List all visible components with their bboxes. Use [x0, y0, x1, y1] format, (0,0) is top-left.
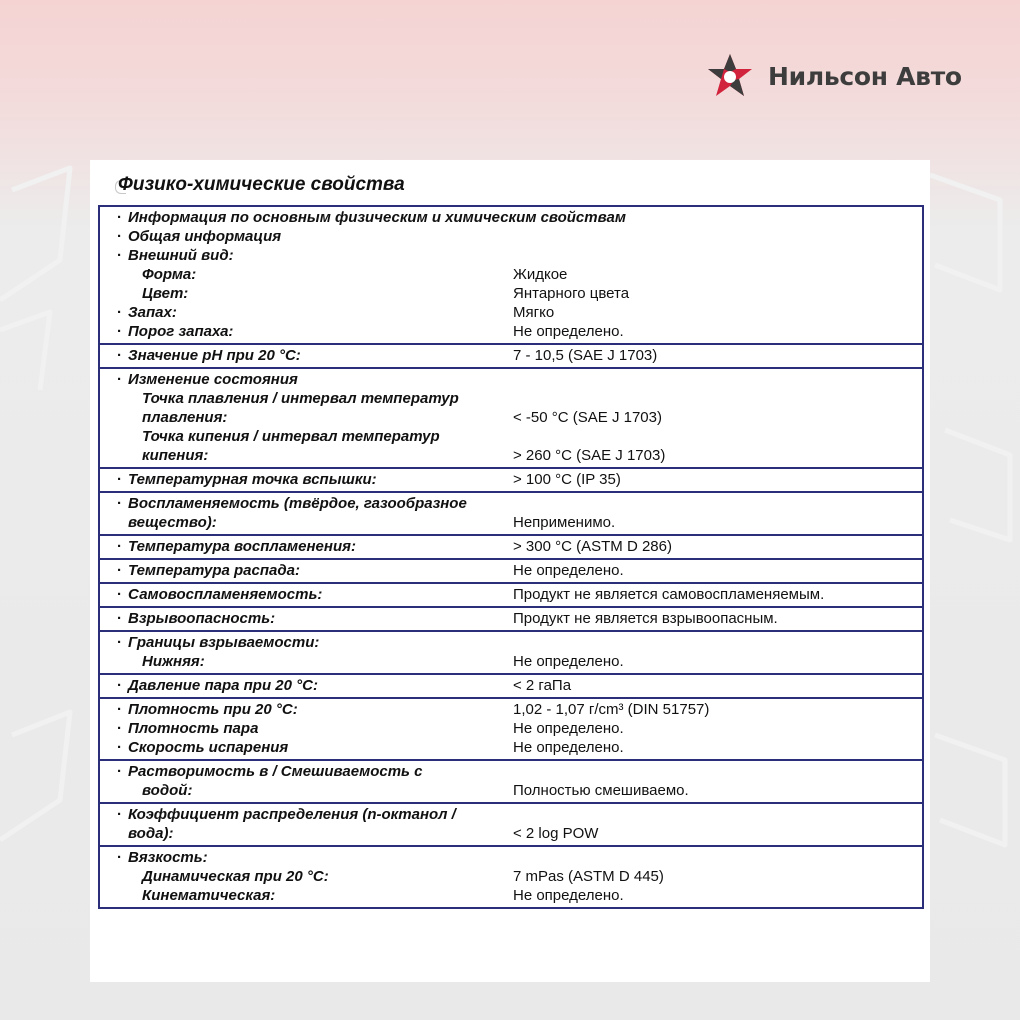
- table-row: [100, 609, 922, 628]
- table-row: [100, 322, 922, 341]
- property-label: · Информация по основным физическим и химическим свойствам: [100, 208, 513, 227]
- property-label: Точка кипения / интервал температур: [142, 428, 440, 445]
- property-label: · Плотность при 20 °C:: [100, 700, 513, 719]
- property-value: 7 mPas (ASTM D 445): [513, 868, 664, 885]
- property-label: · Изменение состояния: [100, 370, 513, 389]
- table-row: [100, 370, 922, 389]
- property-label: Динамическая при 20 °C:: [142, 868, 329, 885]
- property-label: Кинематическая:: [142, 887, 276, 904]
- property-label: вода):: [128, 825, 174, 842]
- table-row: [100, 738, 922, 757]
- table-section: [100, 606, 922, 630]
- table-row: [100, 652, 922, 671]
- property-value: < 2 гаПа: [513, 677, 572, 694]
- property-label: плавления:: [142, 409, 228, 426]
- table-row: [100, 265, 922, 284]
- table-row: [100, 513, 922, 532]
- property-value: Жидкое: [513, 266, 568, 283]
- property-label: · Границы взрываемости:: [100, 633, 513, 652]
- property-label: · Вязкость:: [100, 848, 513, 867]
- table-row: [100, 561, 922, 580]
- property-label: · Температура воспламенения:: [100, 537, 513, 556]
- table-section: [100, 673, 922, 697]
- property-value: Полностью смешиваемо.: [513, 782, 689, 799]
- table-row: [100, 246, 922, 265]
- property-value: Неприменимо.: [513, 514, 616, 531]
- table-section: [100, 582, 922, 606]
- property-label: · Плотность пара: [100, 719, 513, 738]
- property-value: [513, 370, 922, 389]
- table-section: [100, 845, 922, 907]
- property-value: [513, 227, 922, 246]
- property-label: Нижняя:: [142, 653, 205, 670]
- table-section: [100, 630, 922, 673]
- table-row: [100, 389, 922, 408]
- properties-table: [98, 205, 924, 909]
- brand-name: Нильсон Авто: [768, 61, 962, 91]
- property-value: [513, 427, 922, 446]
- property-label: · Запах:: [100, 303, 513, 322]
- table-section: [100, 467, 922, 491]
- property-label: Форма:: [142, 266, 197, 283]
- property-value: Продукт не является взрывоопасным.: [513, 610, 778, 627]
- table-row: [100, 470, 922, 489]
- property-value: > 260 °C (SAE J 1703): [513, 447, 666, 464]
- property-value: 7 - 10,5 (SAE J 1703): [513, 347, 658, 364]
- table-row: [100, 446, 922, 465]
- table-row: [100, 781, 922, 800]
- table-section: [100, 802, 922, 845]
- table-row: [100, 494, 922, 513]
- property-label: Цвет:: [142, 285, 189, 302]
- table-row: [100, 762, 922, 781]
- property-value: [513, 848, 922, 867]
- table-row: [100, 208, 922, 227]
- property-value: [513, 762, 922, 781]
- property-value: Не определено.: [513, 887, 624, 904]
- property-value: 1,02 - 1,07 г/cm³ (DIN 51757): [513, 701, 710, 718]
- property-value: > 100 °C (IP 35): [513, 471, 621, 488]
- property-value: Янтарного цвета: [513, 285, 630, 302]
- property-value: [513, 805, 922, 824]
- property-label: · Растворимость в / Смешиваемость с: [100, 762, 513, 781]
- table-row: [100, 633, 922, 652]
- property-label: · Температурная точка вспышки:: [100, 470, 513, 489]
- property-value: [513, 389, 922, 408]
- table-row: [100, 805, 922, 824]
- property-value: Не определено.: [513, 739, 624, 756]
- table-row: [100, 848, 922, 867]
- brand-star-logo-icon: [704, 50, 756, 102]
- table-row: [100, 676, 922, 695]
- table-row: [100, 427, 922, 446]
- table-row: [100, 408, 922, 427]
- property-value: Не определено.: [513, 562, 624, 579]
- property-label: кипения:: [142, 447, 209, 464]
- property-label: · Коэффициент распределения (n-октанол /: [100, 805, 513, 824]
- table-section: [100, 558, 922, 582]
- section-title: Физико-химические свойства: [118, 174, 405, 195]
- table-section: [100, 207, 922, 343]
- table-section: [100, 343, 922, 367]
- table-row: [100, 719, 922, 738]
- table-row: [100, 700, 922, 719]
- property-label: · Общая информация: [100, 227, 513, 246]
- table-row: [100, 585, 922, 604]
- property-label: · Давление пара при 20 °C:: [100, 676, 513, 695]
- table-section: [100, 759, 922, 802]
- property-label: · Самовоспламеняемость:: [100, 585, 513, 604]
- table-row: [100, 284, 922, 303]
- table-section: [100, 491, 922, 534]
- property-value: Не определено.: [513, 323, 624, 340]
- property-label: · Значение рН при 20 °C:: [100, 346, 513, 365]
- property-value: Продукт не является самовоспламеняемым.: [513, 586, 825, 603]
- property-label: вещество):: [128, 514, 217, 531]
- property-label: · Температура распада:: [100, 561, 513, 580]
- document-sheet: [90, 160, 930, 982]
- table-row: [100, 867, 922, 886]
- table-section: [100, 534, 922, 558]
- property-value: [513, 633, 922, 652]
- property-label: · Скорость испарения: [100, 738, 513, 757]
- property-value: Не определено.: [513, 720, 624, 737]
- table-row: [100, 824, 922, 843]
- property-value: < -50 °C (SAE J 1703): [513, 409, 662, 426]
- property-label: · Воспламеняемость (твёрдое, газообразное: [100, 494, 513, 513]
- table-row: [100, 346, 922, 365]
- property-value: > 300 °C (ASTM D 286): [513, 538, 672, 555]
- table-section: [100, 367, 922, 467]
- property-value: [513, 246, 922, 265]
- property-label: · Порог запаха:: [100, 322, 513, 341]
- table-row: [100, 537, 922, 556]
- table-row: [100, 886, 922, 905]
- brand: [704, 50, 962, 102]
- property-label: · Взрывоопасность:: [100, 609, 513, 628]
- property-value: < 2 log POW: [513, 825, 599, 842]
- table-section: [100, 697, 922, 759]
- property-label: Точка плавления / интервал температур: [142, 390, 459, 407]
- property-value: Не определено.: [513, 653, 624, 670]
- table-row: [100, 227, 922, 246]
- property-value: [513, 494, 922, 513]
- property-label: водой:: [142, 782, 193, 799]
- table-row: [100, 303, 922, 322]
- property-label: · Внешний вид:: [100, 246, 513, 265]
- property-value: Мягко: [513, 304, 555, 321]
